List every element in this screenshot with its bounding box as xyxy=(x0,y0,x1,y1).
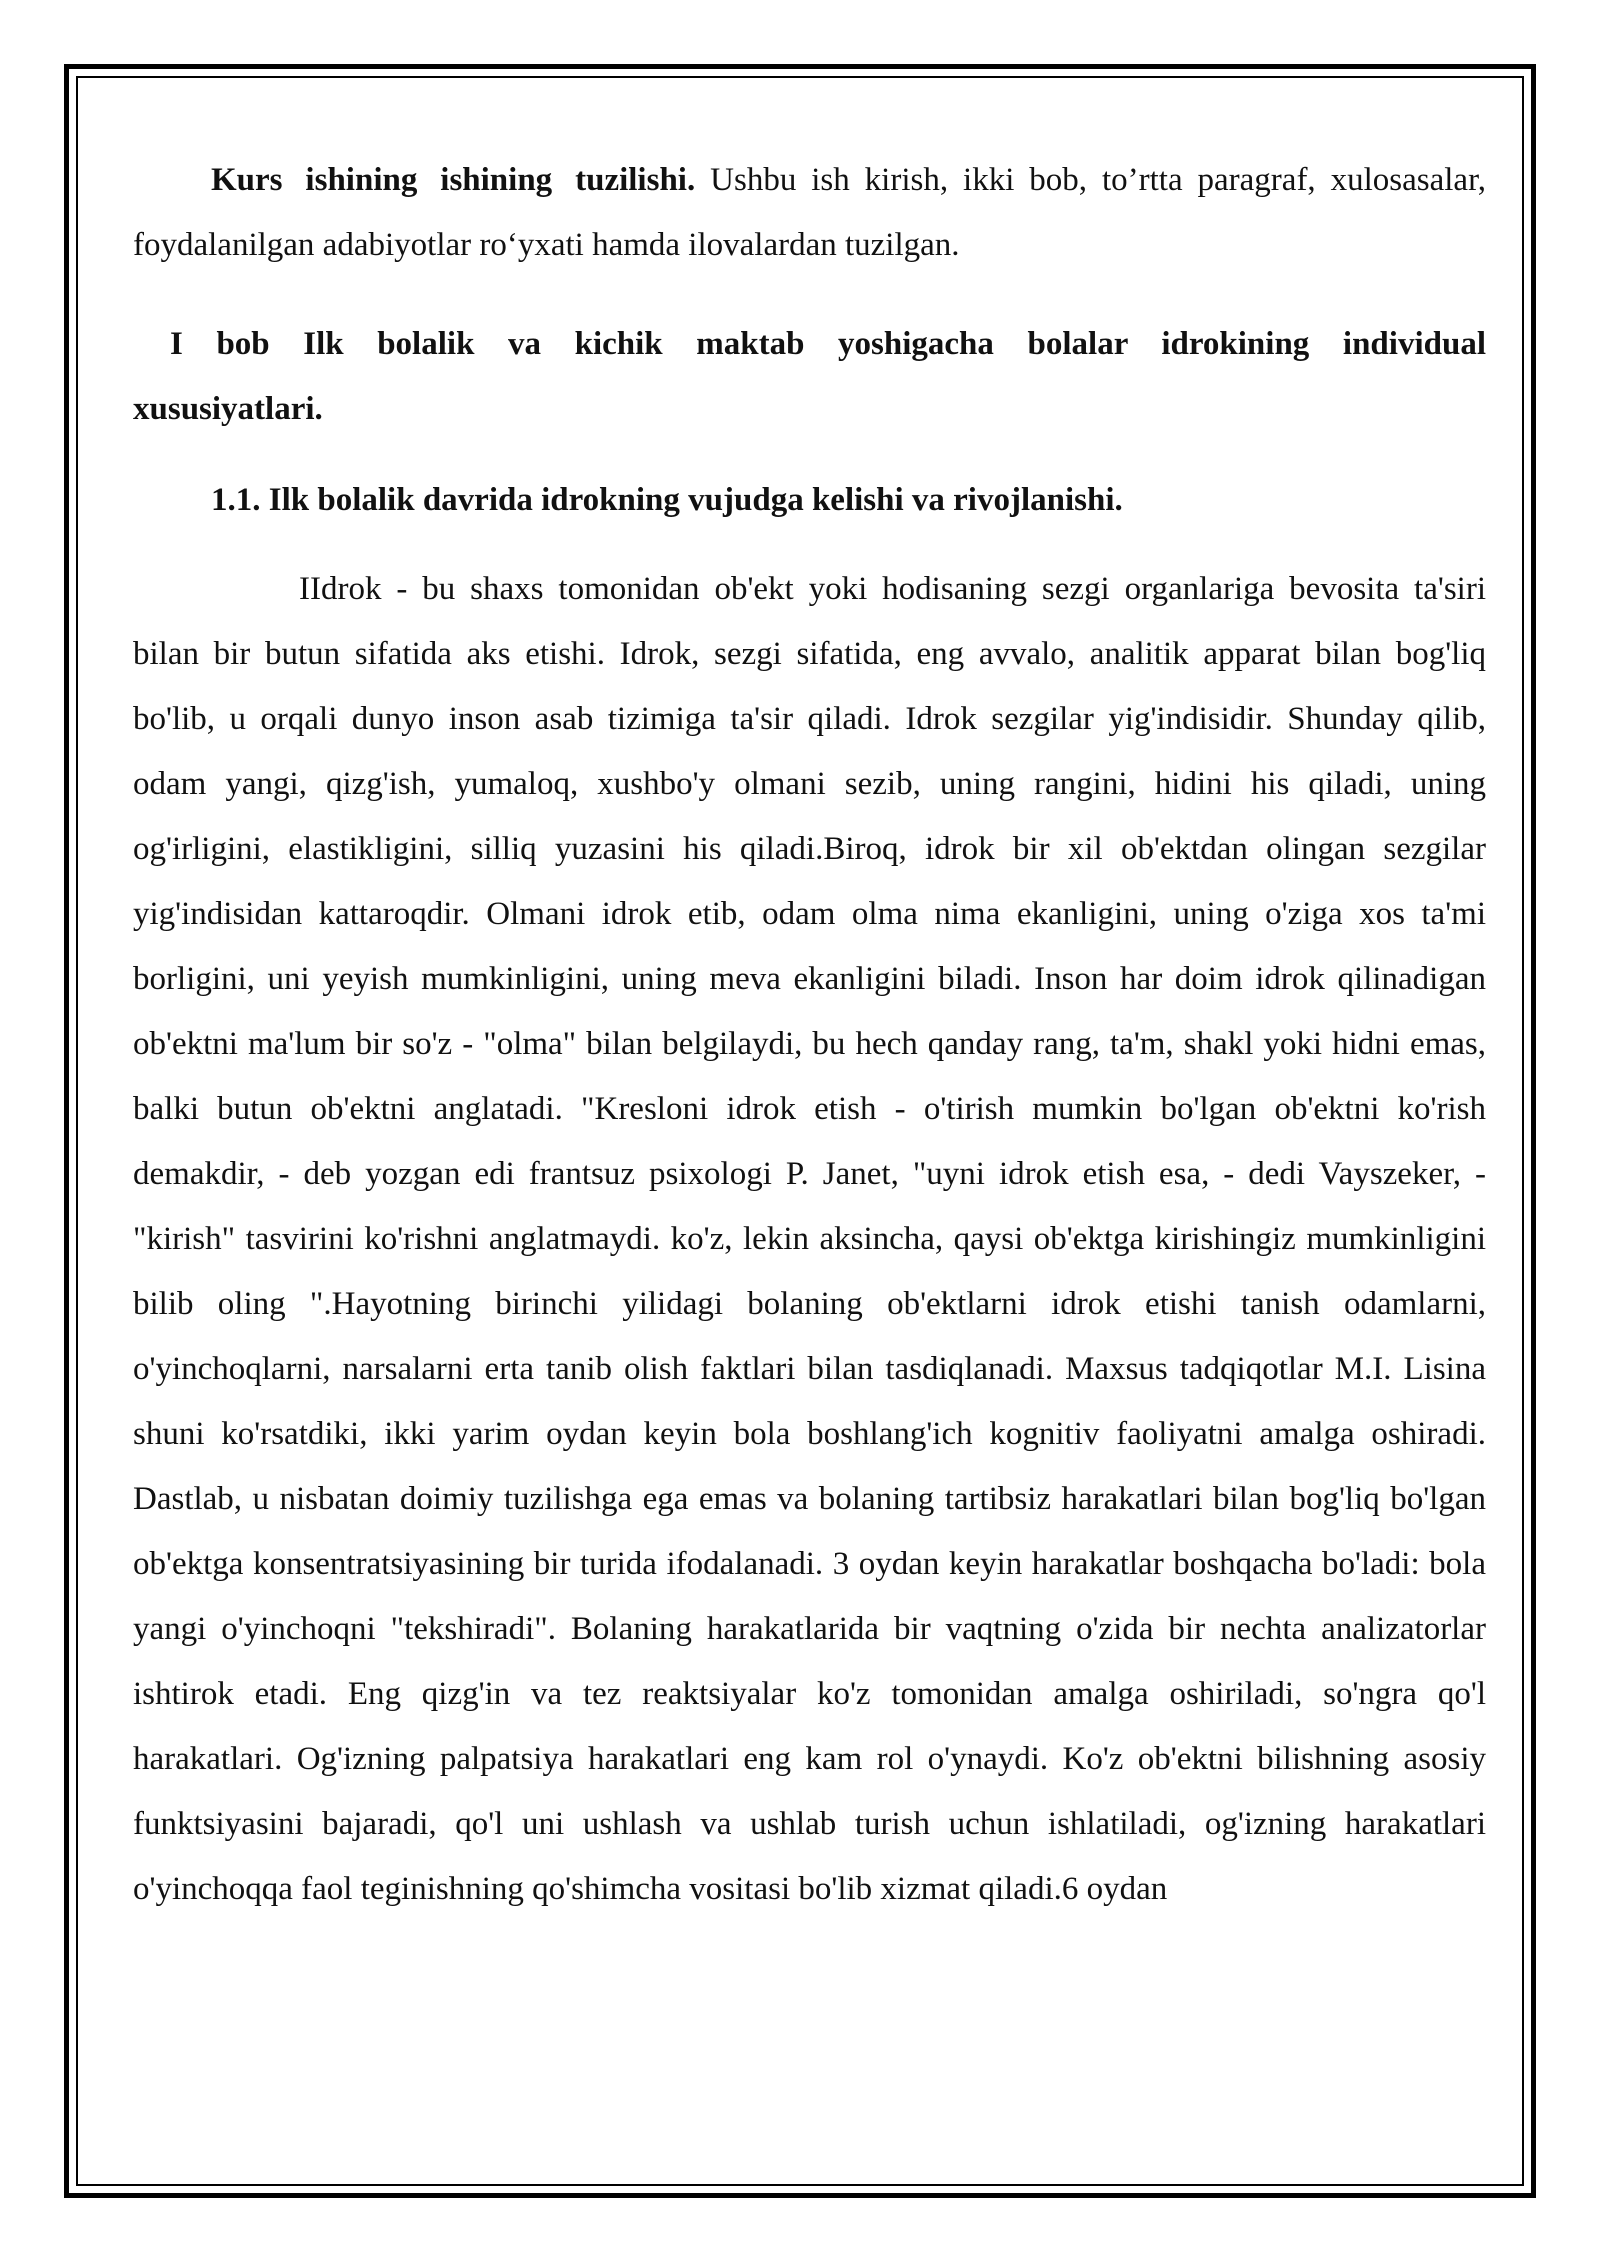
chapter-heading: I bob Ilk bolalik va kichik maktab yoshigacha bolalar idrokining individual xususiyatlari. xyxy=(133,326,1486,427)
intro-bold-lead: Kurs ishining ishining tuzilishi. xyxy=(211,162,696,198)
document-body xyxy=(133,148,1486,1922)
intro-paragraph xyxy=(133,148,1486,278)
body-paragraph: IIdrok - bu shaxs tomonidan ob'ekt yoki hodisaning sezgi organlariga bevosita ta'siri bilan bir butun sifatida aks etishi. Idrok, sezgi sifatida, eng avvalo, analitik apparat bilan bog'liq bo'lib, u orqali dunyo inson asab tizimiga ta'sir qiladi. Idrok sezgilar yig'indisidir. Shunday qilib, odam yangi, qizg'ish, yumaloq, xushbo'y olmani sezib, uning rangini, hidini his qiladi, uning og'irligini, elastikligini, silliq yuzasini his qiladi.Biroq, idrok bir xil ob'ektdan olingan sezgilar yig'indisidan kattaroqdir. Olmani idrok etib, odam olma nima ekanligini, uning o'ziga xos ta'mi borligini, uni yeyish mumkinligini, uning meva ekanligini biladi. Inson har doim idrok qilinadigan ob'ektni ma'lum bir so'z - "olma" bilan belgilaydi, bu hech qanday rang, ta'm, shakl yoki hidni emas, balki butun ob'ektni anglatadi. "Kresloni idrok etish - o'tirish mumkin bo'lgan ob'ektni ko'rish demakdir, - deb yozgan edi frantsuz psixologi P. Janet, "uyni idrok etish esa, - dedi Vayszeker, - "kirish" tasvirini ko'rishni anglatmaydi. ko'z, lekin aksincha, qaysi ob'ektga kirishingiz mumkinligini bilib oling ".Hayotning birinchi yilidagi bolaning ob'ektlarni idrok etishi tanish odamlarni, o'yinchoqlarni, narsalarni erta tanib olish faktlari bilan tasdiqlanadi. Maxsus tadqiqotlar M.I. Lisina shuni ko'rsatdiki, ikki yarim oydan keyin bola boshlang'ich kognitiv faoliyatni amalga oshiradi. Dastlab, u nisbatan doimiy tuzilishga ega emas va bolaning tartibsiz harakatlari bilan bog'liq bo'lgan ob'ektga konsentratsiyasining bir turida ifodalanadi. 3 oydan keyin harakatlar boshqacha bo'ladi: bola yangi o'yinchoqni "tekshiradi". Bolaning harakatlarida bir vaqtning o'zida bir nechta analizatorlar ishtirok etadi. Eng qizg'in va tez reaktsiyalar ko'z tomonidan amalga oshiriladi, so'ngra qo'l harakatlari. Og'izning palpatsiya harakatlari eng kam rol o'ynaydi. Ko'z ob'ektni bilishning asosiy funktsiyasini bajaradi, qo'l uni ushlash va ushlab turish uchun ishlatiladi, og'izning harakatlari o'yinchoqqa faol teginishning qo'shimcha vositasi bo'lib xizmat qiladi.6 oydan xyxy=(133,571,1486,1907)
intro-text: Ushbu ish kirish, ikki bob, to’rtta paragraf, xulosasalar, foydalanilgan adabiyotlar ro‘yxati hamda ilovalardan tuzilgan. xyxy=(133,162,1486,263)
section-heading: 1.1. Ilk bolalik davrida idrokning vujudga kelishi va rivojlanishi. xyxy=(211,482,1123,518)
